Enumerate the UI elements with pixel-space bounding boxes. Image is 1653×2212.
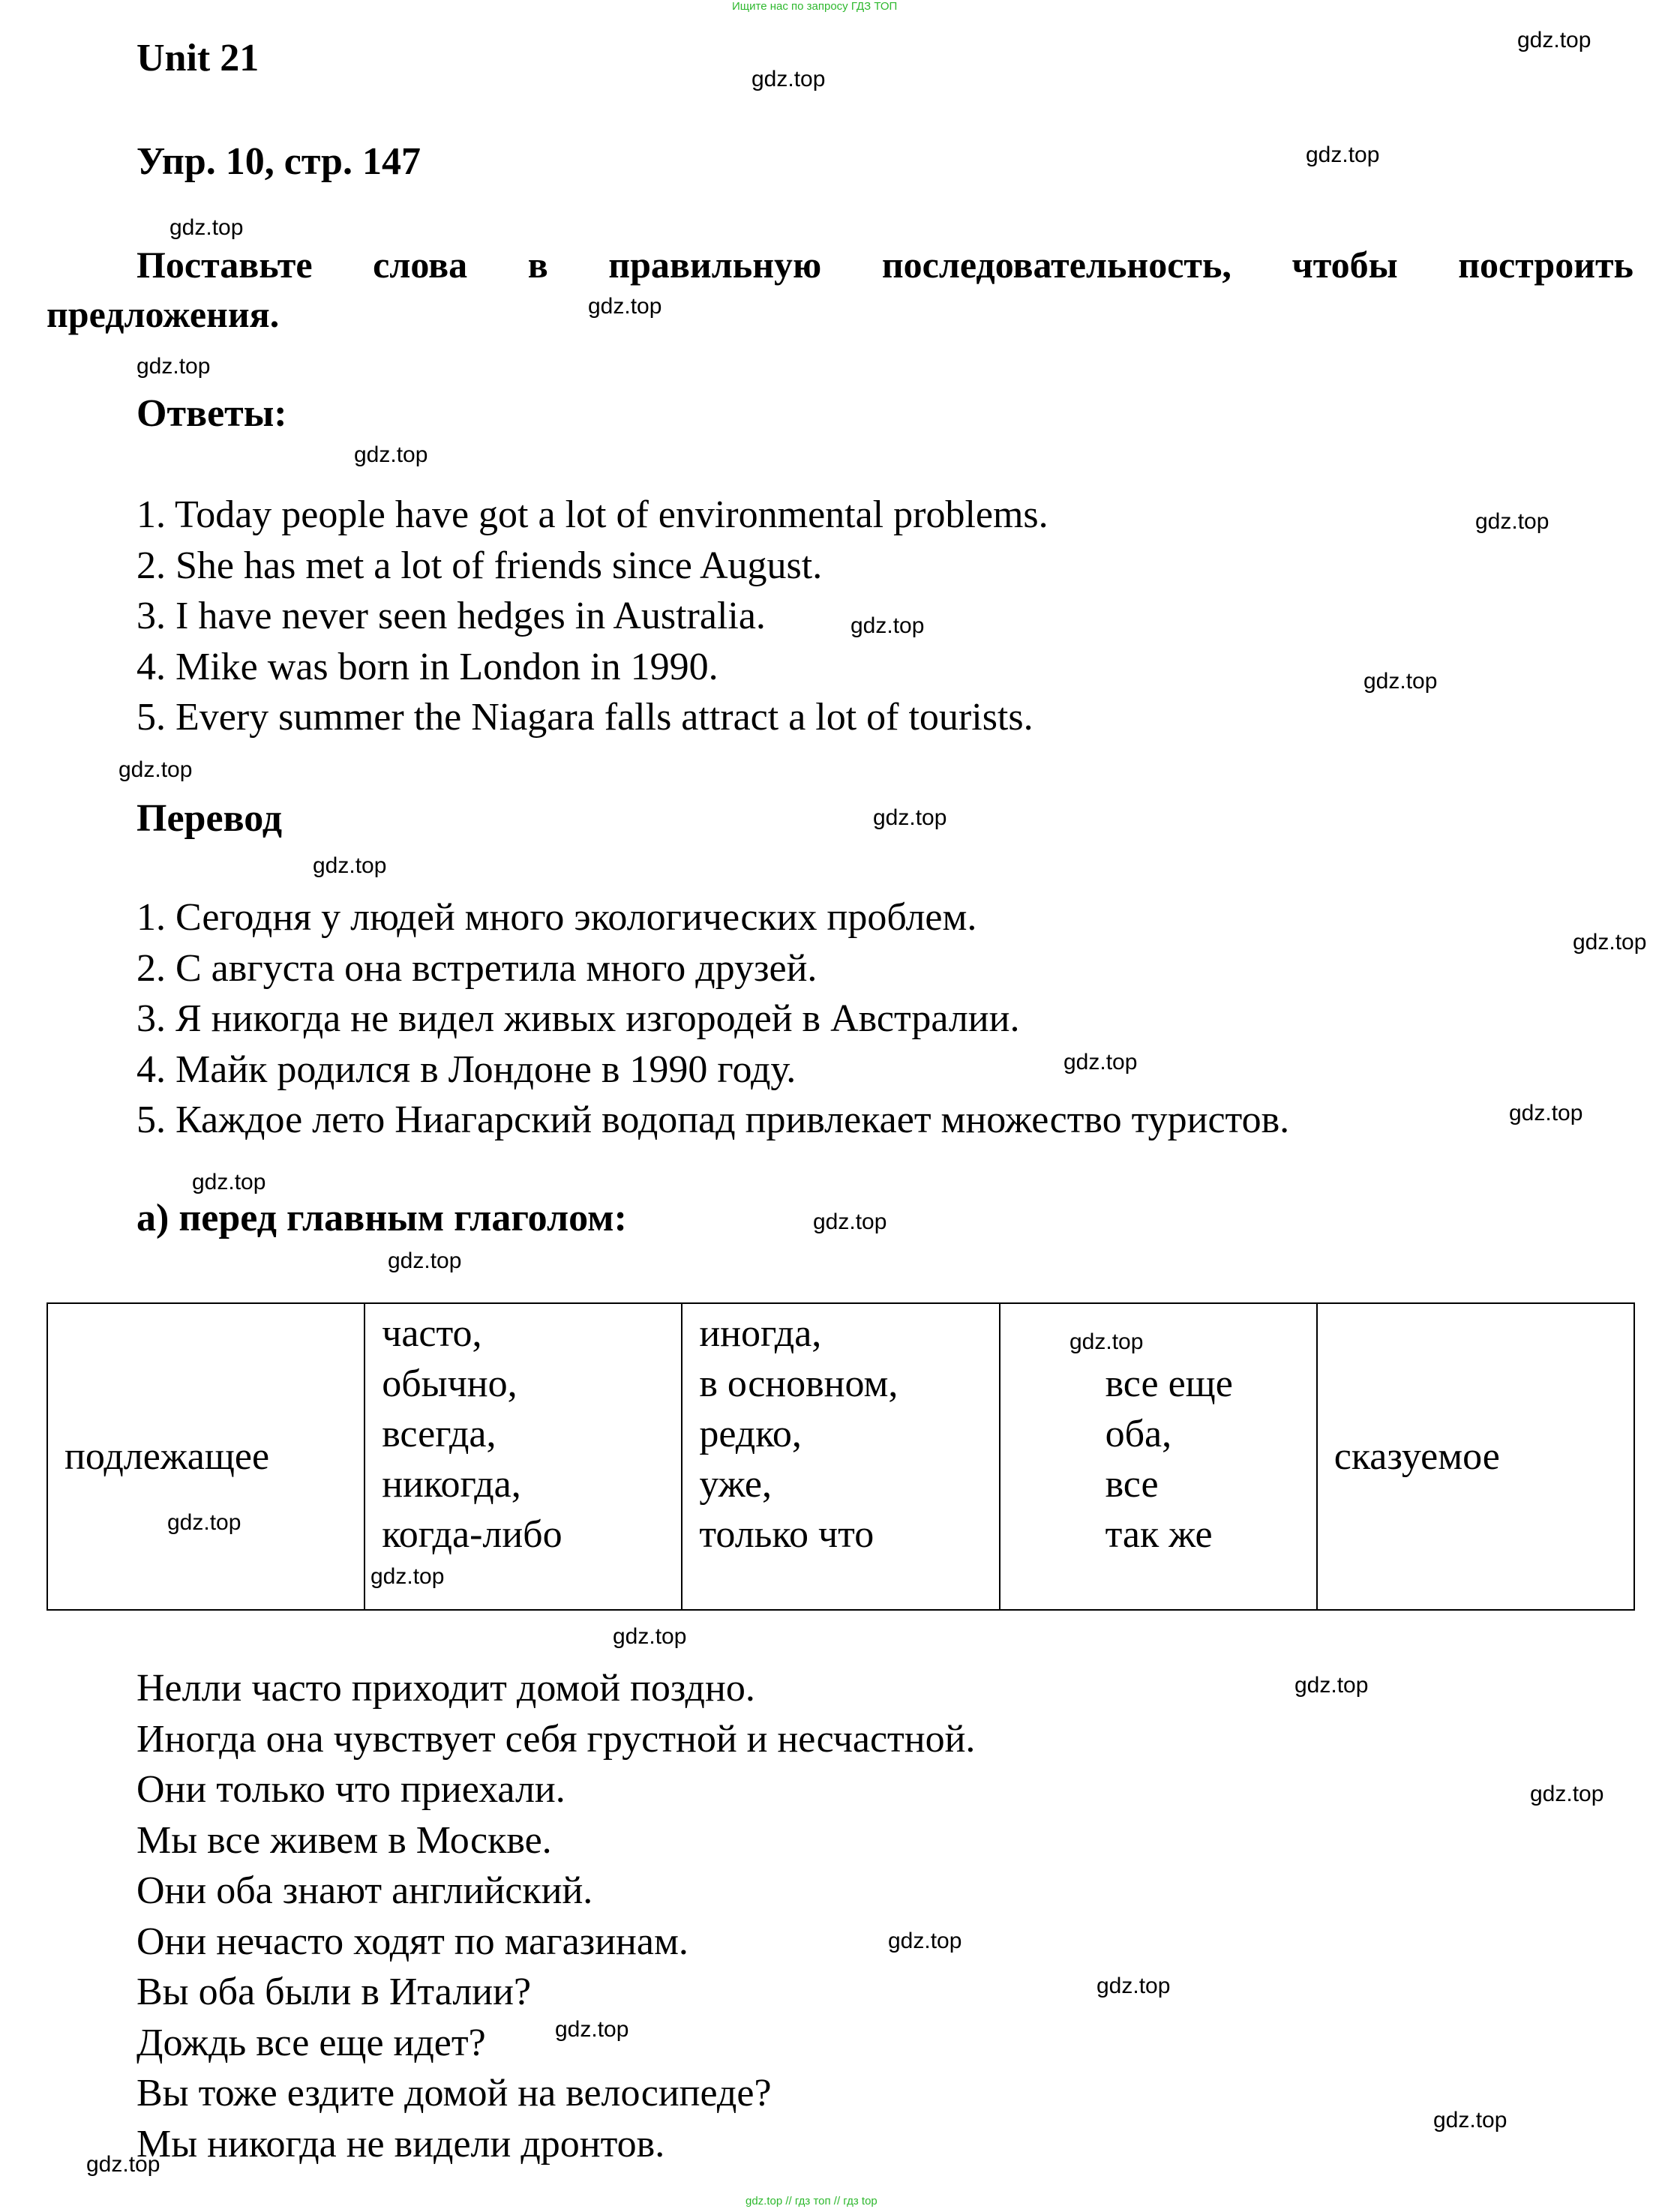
adverb-item: оба, xyxy=(1105,1413,1172,1455)
adverb-item: когда-либо xyxy=(382,1513,562,1556)
example-sentence: Они только что приехали. xyxy=(136,1768,566,1811)
adverb-item: все xyxy=(1105,1463,1159,1506)
examples-list xyxy=(136,1663,975,2169)
translation-item: 4. Майк родился в Лондоне в 1990 году. xyxy=(136,1048,796,1091)
watermark: gdz.top xyxy=(1517,28,1592,52)
watermark: gdz.top xyxy=(588,294,662,319)
watermark: gdz.top xyxy=(1070,1329,1144,1354)
watermark: gdz.top xyxy=(192,1170,266,1194)
watermark: gdz.top xyxy=(850,613,925,638)
watermark: gdz.top xyxy=(752,67,826,91)
translation-item: 5. Каждое лето Ниагарский водопад привлекает множество туристов. xyxy=(136,1099,1290,1141)
answer-item: 3. I have never seen hedges in Australia. xyxy=(136,595,766,637)
watermark: gdz.top xyxy=(1064,1050,1138,1075)
adverb-item: иногда, xyxy=(699,1312,822,1355)
watermark: gdz.top xyxy=(1509,1101,1583,1125)
watermark: gdz.top xyxy=(1294,1673,1369,1698)
watermark: gdz.top xyxy=(1433,2108,1508,2133)
watermark: gdz.top xyxy=(1475,509,1550,534)
adverb-item: так же xyxy=(1105,1513,1213,1556)
watermark: gdz.top xyxy=(388,1248,462,1273)
watermark: gdz.top xyxy=(613,1624,687,1649)
adverb-item: все еще xyxy=(1105,1362,1233,1405)
table-cell-predicate xyxy=(1317,1303,1634,1610)
adverb-item: никогда, xyxy=(382,1463,521,1506)
bottom-banner: gdz.top // гдз топ // гдз top xyxy=(746,2195,878,2208)
adverb-item: обычно, xyxy=(382,1362,518,1405)
adverb-item: в основном, xyxy=(699,1362,898,1405)
translation-list xyxy=(136,892,1289,1146)
table-cell-still-both xyxy=(1000,1303,1317,1610)
predicate-label: сказуемое xyxy=(1334,1435,1500,1478)
example-sentence: Они нечасто ходят по магазинам. xyxy=(136,1920,688,1963)
watermark: gdz.top xyxy=(1096,1974,1171,1998)
watermark: gdz.top xyxy=(370,1564,445,1589)
example-sentence: Дождь все еще идет? xyxy=(136,2021,486,2064)
watermark: gdz.top xyxy=(888,1929,962,1953)
adverb-item: всегда, xyxy=(382,1413,496,1455)
watermark: gdz.top xyxy=(167,1510,242,1535)
task-line-2: предложения. xyxy=(46,293,280,335)
watermark: gdz.top xyxy=(1573,930,1647,955)
table-cell-subject xyxy=(47,1303,364,1610)
translation-item: 3. Я никогда не видел живых изгородей в Австралии. xyxy=(136,997,1020,1040)
section-a-heading: а) перед главным глаголом: xyxy=(136,1197,627,1239)
watermark: gdz.top xyxy=(136,354,211,379)
adverb-item: редко, xyxy=(699,1413,802,1455)
answer-item: 5. Every summer the Niagara falls attract a lot of tourists. xyxy=(136,696,1034,739)
watermark: gdz.top xyxy=(1364,669,1438,694)
watermark: gdz.top xyxy=(1306,142,1380,167)
table-cell-other-adverbs xyxy=(682,1303,999,1610)
watermark: gdz.top xyxy=(555,2017,629,2042)
unit-title: Unit 21 xyxy=(136,37,260,79)
example-sentence: Вы оба были в Италии? xyxy=(136,1971,532,2013)
watermark: gdz.top xyxy=(170,215,244,240)
answers-heading: Ответы: xyxy=(136,392,287,435)
translation-heading: Перевод xyxy=(136,797,283,840)
exercise-title: Упр. 10, стр. 147 xyxy=(136,140,421,183)
adverb-item: часто, xyxy=(382,1312,482,1355)
watermark: gdz.top xyxy=(118,757,193,782)
watermark: gdz.top xyxy=(313,853,387,878)
watermark: gdz.top xyxy=(1530,1782,1604,1806)
answer-item: 2. She has met a lot of friends since August. xyxy=(136,544,823,587)
task-line-1: Поставьте слова в правильную последовательность, чтобы построить xyxy=(136,244,1634,286)
example-sentence: Мы никогда не видели дронтов. xyxy=(136,2122,665,2166)
example-sentence: Вы тоже ездите домой на велосипеде? xyxy=(136,2072,772,2115)
answer-item: 1. Today people have got a lot of environmental problems. xyxy=(136,493,1048,536)
adverb-item: уже, xyxy=(699,1463,772,1506)
example-sentence: Иногда она чувствует себя грустной и несчастной. xyxy=(136,1717,976,1761)
adverb-position-table xyxy=(46,1302,1635,1611)
example-sentence: Они оба знают английский. xyxy=(136,1869,593,1912)
example-sentence: Нелли часто приходит домой поздно. xyxy=(136,1667,755,1710)
watermark: gdz.top xyxy=(86,2152,160,2177)
watermark: gdz.top xyxy=(354,442,428,467)
translation-item: 2. С августа она встретила много друзей. xyxy=(136,946,818,990)
example-sentence: Мы все живем в Москве. xyxy=(136,1818,552,1862)
answer-item: 4. Mike was born in London in 1990. xyxy=(136,645,718,688)
subject-label: подлежащее xyxy=(64,1435,270,1478)
watermark: gdz.top xyxy=(873,805,947,830)
translation-item: 1. Сегодня у людей много экологических проблем. xyxy=(136,896,977,939)
top-banner: Ищите нас по запросу ГДЗ ТОП xyxy=(732,0,898,13)
watermark: gdz.top xyxy=(813,1209,887,1234)
adverb-item: только что xyxy=(699,1513,874,1556)
